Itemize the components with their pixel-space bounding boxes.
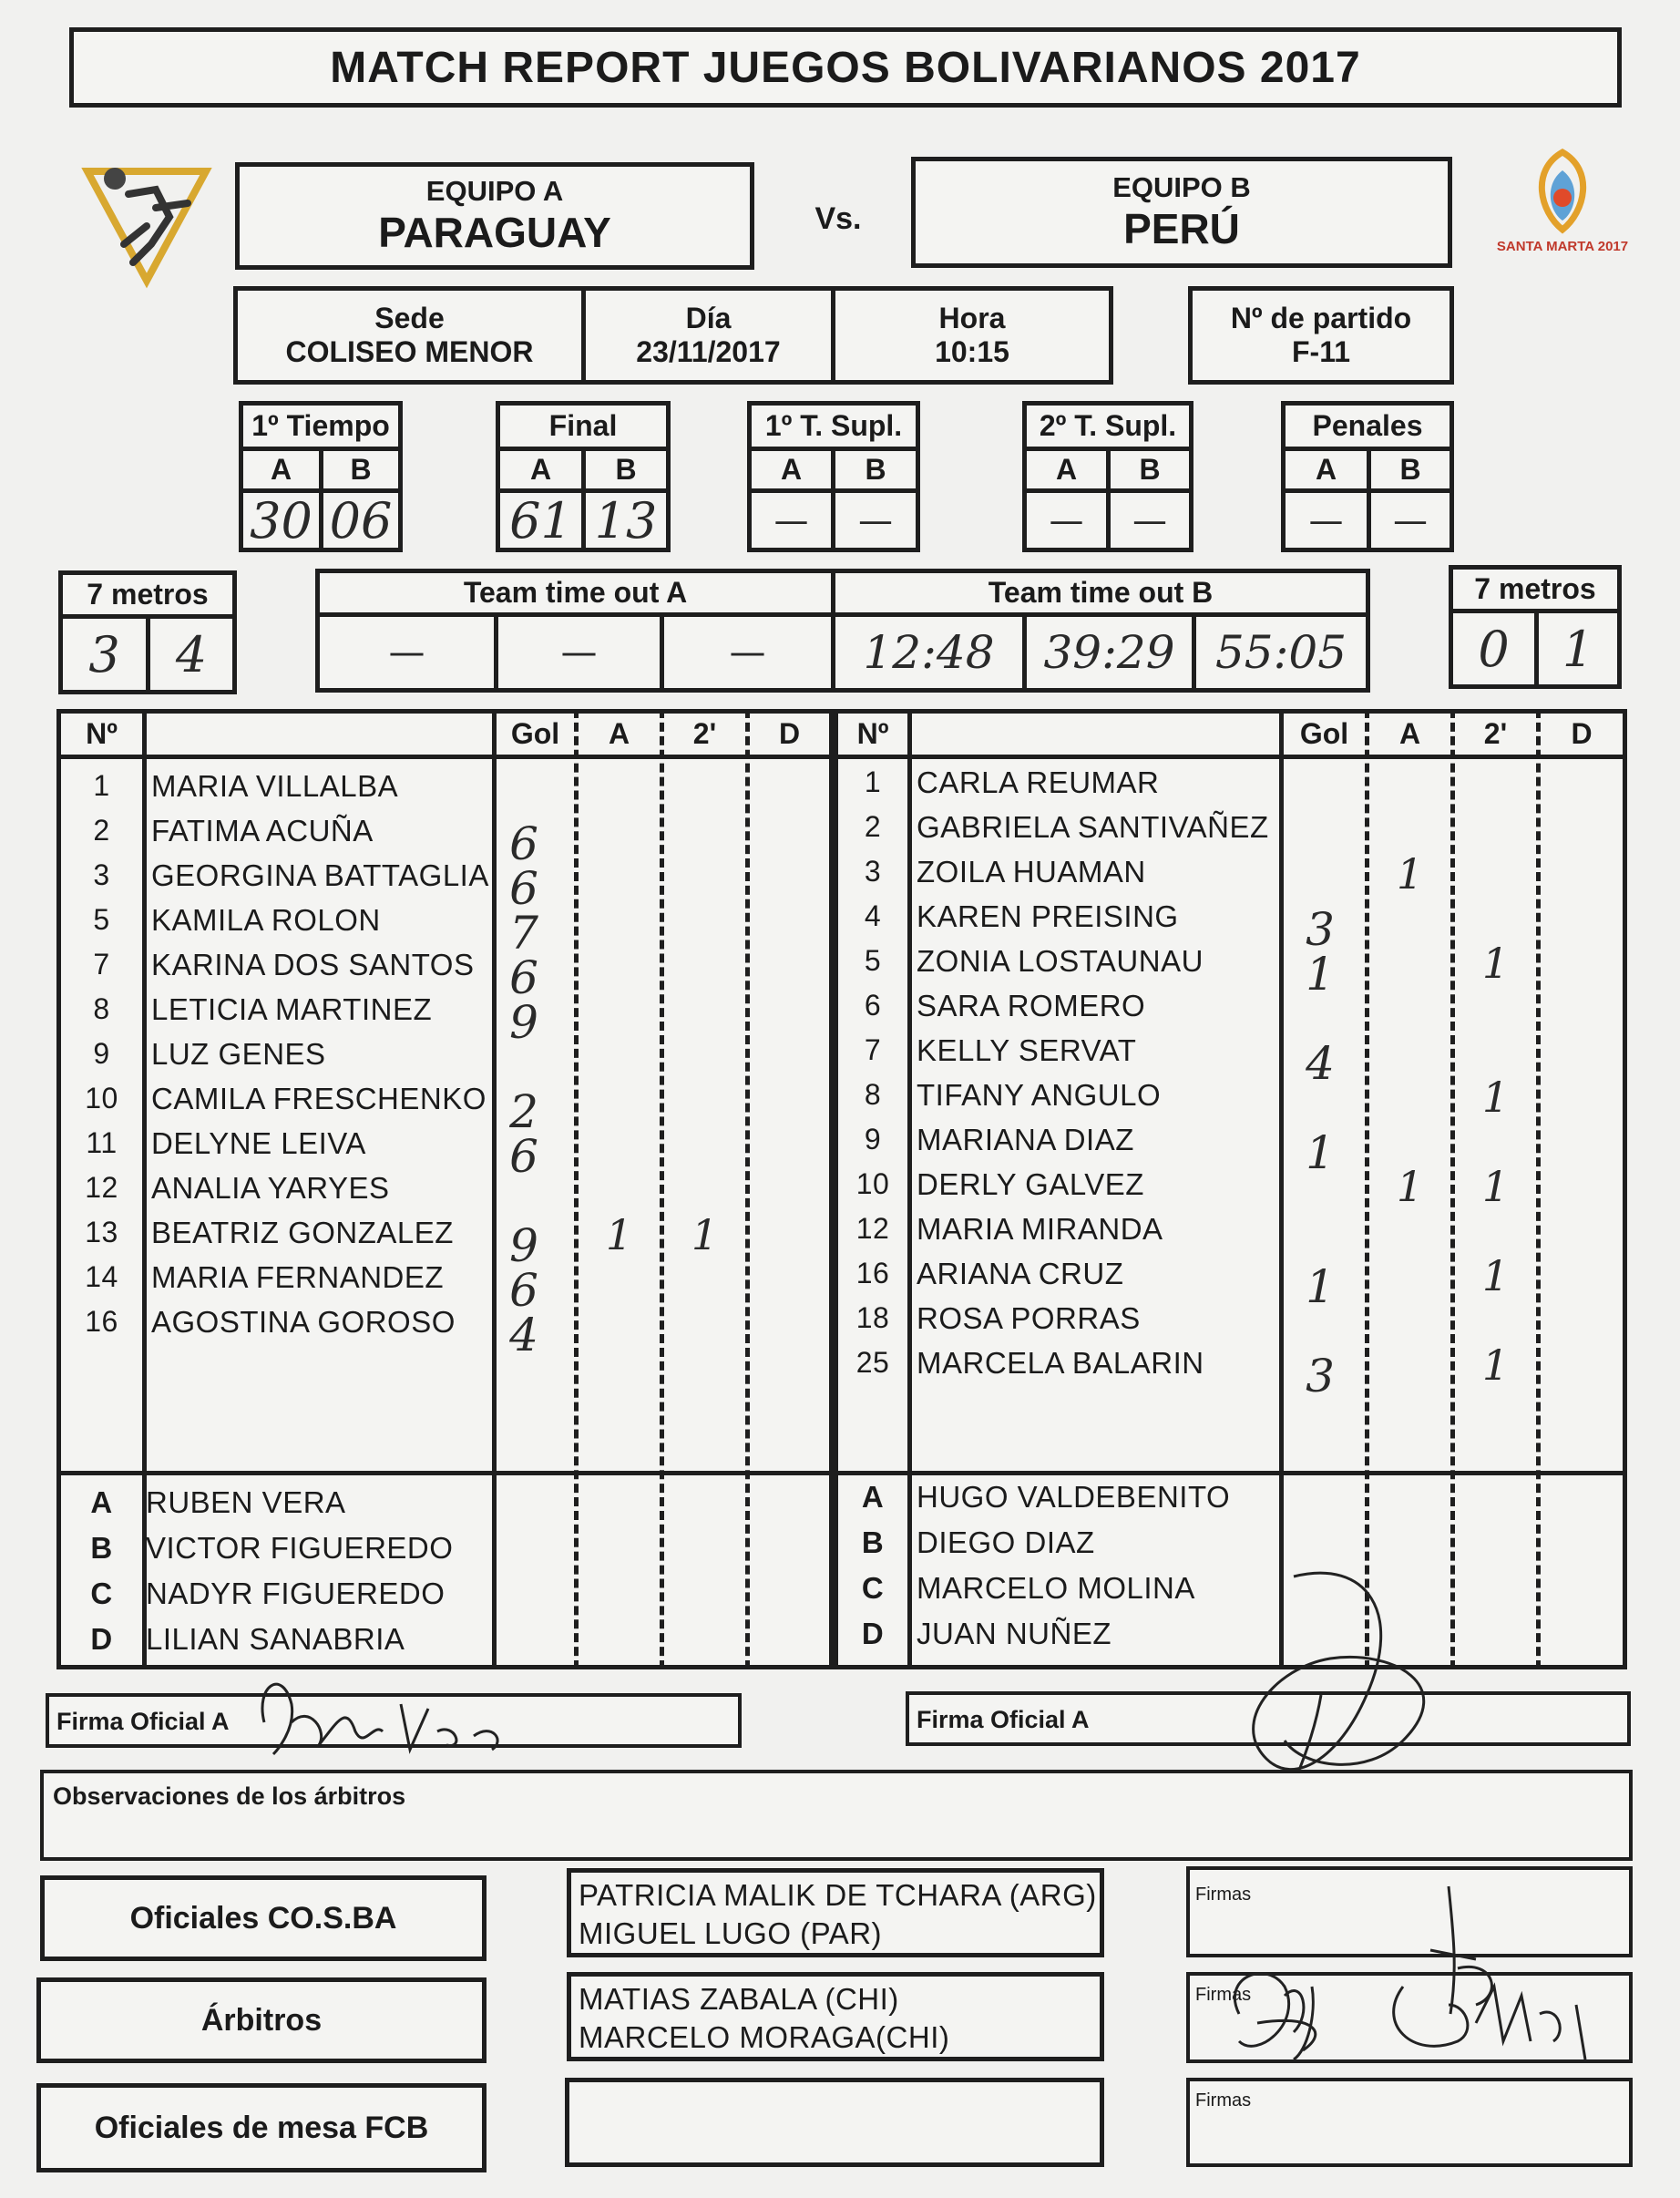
- official-b-name: MARCELO MOLINA: [917, 1571, 1195, 1605]
- player-a-name: ANALIA YARYES: [151, 1171, 390, 1205]
- player-a-two-min: [664, 899, 745, 944]
- player-b-two-min: [1455, 1119, 1536, 1164]
- hora-cell: [835, 291, 1109, 380]
- player-b-gol: [1284, 1175, 1357, 1219]
- ot1-label: 1º T. Supl.: [764, 409, 903, 442]
- official-b-name: HUGO VALDEBENITO: [917, 1480, 1231, 1514]
- report-title-box: [69, 27, 1622, 108]
- header-b-gol: Gol: [1299, 717, 1349, 750]
- vs-label: Vs.: [814, 200, 862, 236]
- player-b-name: TIFANY ANGULO: [917, 1078, 1162, 1112]
- player-b-gol: 1: [1306, 947, 1335, 1001]
- penalties-b-score: —: [1393, 500, 1428, 540]
- timeout-a-t3: —: [729, 632, 766, 673]
- final-a-label: A: [529, 453, 552, 486]
- partido-cell: [1188, 286, 1454, 385]
- official-b-role: B: [861, 1525, 885, 1559]
- seven-m-a-v1: 3: [88, 625, 120, 683]
- seven-m-a-v2: 4: [175, 625, 208, 683]
- player-b-name: SARA ROMERO: [917, 989, 1146, 1022]
- player-a-name: KAMILA ROLON: [151, 903, 381, 937]
- mesa-label: Oficiales de mesa FCB: [94, 2110, 429, 2145]
- official-b-role: C: [861, 1571, 885, 1605]
- player-b-assist: [1369, 1342, 1450, 1387]
- player-a-name: GEORGINA BATTAGLIA: [151, 858, 489, 892]
- official-b-role: A: [861, 1480, 885, 1514]
- final-label: Final: [548, 409, 618, 442]
- player-a-two-min: [664, 765, 745, 810]
- player-b-two-min: 1: [1481, 1161, 1510, 1211]
- player-a-assist: 1: [605, 1209, 633, 1259]
- player-a-name: AGOSTINA GOROSO: [151, 1305, 456, 1339]
- player-a-assist: [579, 944, 660, 989]
- player-b-num: 4: [864, 899, 882, 932]
- player-b-num: 1: [864, 765, 882, 798]
- player-b-gol: 4: [1306, 1036, 1335, 1090]
- player-b-name: MARIA MIRANDA: [917, 1212, 1163, 1246]
- team-b-label: EQUIPO B: [1112, 171, 1251, 203]
- player-b-two-min: [1455, 985, 1536, 1030]
- player-a-gol: 6: [509, 817, 538, 870]
- sede-cell: [238, 291, 581, 380]
- cosba-label: Oficiales CO.S.BA: [129, 1900, 397, 1936]
- player-b-num: 18: [855, 1301, 890, 1334]
- player-b-num: 2: [864, 810, 882, 843]
- player-a-num: 13: [85, 1216, 118, 1248]
- player-b-two-min: [1455, 896, 1536, 940]
- player-b-gol: 1: [1306, 1125, 1335, 1179]
- player-b-gol: 1: [1306, 1259, 1335, 1313]
- player-a-two-min: [664, 1257, 745, 1301]
- player-a-num: 2: [93, 814, 110, 847]
- player-a-gol: 9: [509, 1218, 538, 1272]
- dia-label: Día: [685, 302, 732, 334]
- official-a-role: A: [90, 1485, 113, 1519]
- official-a-name: RUBEN VERA: [146, 1485, 346, 1519]
- player-a-assist: [579, 810, 660, 855]
- official-a-role: C: [90, 1577, 113, 1610]
- player-a-gol: 6: [509, 950, 538, 1004]
- cosba-line1: PATRICIA MALIK DE TCHARA (ARG): [579, 1878, 1097, 1912]
- player-b-two-min: [1455, 851, 1536, 896]
- player-b-two-min: [1455, 762, 1536, 806]
- header-b-num: Nº: [856, 717, 889, 750]
- player-a-num: 11: [86, 1126, 118, 1159]
- ot2-a-label: A: [1055, 453, 1078, 486]
- first-half-b-score: 06: [329, 491, 393, 550]
- ot2-b-label: B: [1139, 453, 1161, 486]
- player-a-name: LUZ GENES: [151, 1037, 326, 1071]
- player-a-num: 10: [85, 1082, 118, 1114]
- first-half-a-score: 30: [250, 491, 312, 550]
- cosba-label-box: [40, 1875, 487, 1961]
- player-a-name: CAMILA FRESCHENKO: [151, 1082, 487, 1115]
- player-a-assist: [579, 1301, 660, 1346]
- player-b-assist: [1369, 762, 1450, 806]
- team-b-box: [911, 157, 1452, 268]
- player-b-gol: 3: [1306, 1349, 1335, 1402]
- player-b-assist: [1369, 1208, 1450, 1253]
- player-b-name: MARIANA DIAZ: [917, 1123, 1134, 1156]
- ot2-a-score: —: [1049, 500, 1084, 540]
- seven-m-b-v2: 1: [1562, 620, 1594, 678]
- player-b-gol: 3: [1306, 902, 1335, 956]
- player-b-two-min: 1: [1481, 938, 1510, 988]
- official-a-role: D: [90, 1622, 113, 1656]
- player-a-num: 5: [93, 903, 110, 936]
- player-b-name: CARLA REUMAR: [917, 765, 1160, 799]
- handball-logo: [78, 153, 215, 290]
- player-a-assist: [579, 989, 660, 1033]
- header-a-gol: Gol: [510, 717, 560, 750]
- timeout-b-t2: 39:29: [1043, 626, 1175, 679]
- penalties-a-score: —: [1308, 500, 1344, 540]
- team-a-name: PARAGUAY: [378, 209, 611, 256]
- timeout-a-t2: —: [560, 632, 598, 673]
- player-a-num: 3: [93, 858, 110, 891]
- seven-m-b-label: 7 metros: [1474, 572, 1596, 605]
- player-a-two-min: [664, 989, 745, 1033]
- player-b-assist: [1369, 1074, 1450, 1119]
- signature-a: [246, 1668, 519, 1768]
- partido-label: Nº de partido: [1230, 302, 1412, 334]
- team-a-box: [235, 162, 754, 270]
- player-b-name: DERLY GALVEZ: [917, 1167, 1144, 1201]
- player-a-name: MARIA VILLALBA: [151, 769, 399, 803]
- player-a-assist: [579, 1123, 660, 1167]
- player-b-assist: [1369, 940, 1450, 985]
- player-b-assist: [1369, 896, 1450, 940]
- player-a-num: 14: [85, 1260, 118, 1293]
- player-b-gol: [1284, 1219, 1357, 1264]
- player-a-assist: [579, 1078, 660, 1123]
- player-b-name: KAREN PREISING: [917, 899, 1179, 933]
- first-half-a-label: A: [270, 453, 292, 486]
- player-b-two-min: 1: [1481, 1072, 1510, 1122]
- header-a-d: D: [778, 717, 801, 750]
- report-title: MATCH REPORT JUEGOS BOLIVARIANOS 2017: [330, 43, 1361, 92]
- player-b-gol: [1284, 1309, 1357, 1353]
- official-a-name: LILIAN SANABRIA: [146, 1622, 405, 1656]
- player-a-gol: 6: [509, 861, 538, 915]
- player-b-name: GABRIELA SANTIVAÑEZ: [917, 810, 1269, 844]
- player-a-two-min: [664, 1301, 745, 1346]
- arbitros-line1: MATIAS ZABALA (CHI): [579, 1982, 899, 2016]
- ot1-a-score: —: [773, 500, 809, 540]
- player-b-assist: 1: [1396, 848, 1424, 899]
- player-b-num: 5: [864, 944, 882, 977]
- player-b-assist: [1369, 1298, 1450, 1342]
- player-a-num: 1: [93, 769, 110, 802]
- player-b-gol: [1284, 817, 1357, 862]
- arbitros-names-box: [567, 1972, 1104, 2061]
- player-a-assist: [579, 1257, 660, 1301]
- arbitros-line2: MARCELO MORAGA(CHI): [579, 2020, 950, 2054]
- timeout-b-t3: 55:05: [1214, 626, 1347, 679]
- player-b-num: 6: [864, 989, 882, 1022]
- player-a-gol: 2: [509, 1084, 538, 1138]
- penalties-label: Penales: [1312, 409, 1423, 442]
- player-b-name: KELLY SERVAT: [917, 1033, 1137, 1067]
- official-b-role: D: [861, 1617, 885, 1650]
- official-b-name: JUAN NUÑEZ: [917, 1617, 1112, 1650]
- timeout-b-t1: 12:48: [863, 626, 995, 679]
- santa-marta-logo: [1494, 137, 1631, 264]
- mesa-firmas-label: Firmas: [1195, 2090, 1252, 2111]
- signature-referees: [1203, 1877, 1631, 2078]
- firma-b-label: Firma Oficial A: [917, 1706, 1090, 1733]
- player-a-num: 7: [93, 948, 110, 981]
- ot1-b-score: —: [858, 500, 893, 540]
- player-b-gol: [1284, 862, 1357, 907]
- player-b-two-min: [1455, 1298, 1536, 1342]
- player-b-num: 7: [864, 1033, 882, 1066]
- ot1-b-label: B: [865, 453, 886, 486]
- player-b-num: 9: [864, 1123, 882, 1155]
- player-a-assist: [579, 855, 660, 899]
- santa-marta-text: SANTA MARTA 2017: [1496, 238, 1629, 254]
- player-a-gol: [497, 1178, 551, 1223]
- player-b-assist: 1: [1396, 1161, 1424, 1211]
- mesa-firmas-box: [1186, 2078, 1633, 2167]
- player-a-name: BEATRIZ GONZALEZ: [151, 1216, 454, 1249]
- timeout-b-label: Team time out B: [988, 576, 1214, 609]
- team-a-label: EQUIPO A: [425, 175, 564, 207]
- ot1-a-label: A: [780, 453, 803, 486]
- player-b-num: 8: [864, 1078, 882, 1111]
- ot2-label: 2º T. Supl.: [1039, 409, 1177, 442]
- player-a-num: 16: [85, 1305, 118, 1338]
- player-b-num: 16: [855, 1257, 890, 1289]
- player-a-num: 8: [93, 992, 110, 1025]
- official-a-name: NADYR FIGUEREDO: [146, 1577, 446, 1610]
- team-b-name: PERÚ: [1123, 205, 1240, 252]
- player-b-gol: [1284, 1085, 1357, 1130]
- player-b-assist: [1369, 1030, 1450, 1074]
- hora-value: 10:15: [935, 335, 1009, 368]
- player-b-two-min: 1: [1481, 1250, 1510, 1300]
- sede-value: COLISEO MENOR: [285, 335, 534, 368]
- player-a-num: 9: [93, 1037, 110, 1070]
- arbitros-label: Árbitros: [200, 2002, 323, 2038]
- ot2-b-score: —: [1132, 500, 1167, 540]
- dia-value: 23/11/2017: [636, 335, 781, 368]
- arbitros-firmas-label: Firmas: [1195, 1985, 1252, 2005]
- player-a-gol: 6: [509, 1129, 538, 1183]
- player-b-name: ARIANA CRUZ: [917, 1257, 1124, 1290]
- firma-a-label: Firma Oficial A: [56, 1708, 230, 1735]
- player-a-two-min: [664, 944, 745, 989]
- player-b-gol: [1284, 773, 1357, 817]
- first-half-b-label: B: [350, 453, 372, 486]
- player-a-two-min: [664, 810, 745, 855]
- header-b-d: D: [1571, 717, 1593, 750]
- player-b-two-min: 1: [1481, 1340, 1510, 1390]
- player-b-assist: [1369, 806, 1450, 851]
- sede-label: Sede: [374, 302, 445, 334]
- timeout-a-label: Team time out A: [463, 576, 688, 609]
- header-a-a: A: [608, 717, 630, 750]
- hora-label: Hora: [938, 302, 1006, 334]
- official-b-name: DIEGO DIAZ: [917, 1525, 1095, 1559]
- seven-m-a-label: 7 metros: [87, 578, 209, 611]
- player-a-gol: 6: [509, 1263, 538, 1317]
- player-b-two-min: [1455, 806, 1536, 851]
- player-a-two-min: 1: [691, 1209, 719, 1259]
- player-a-name: FATIMA ACUÑA: [151, 814, 374, 847]
- seven-m-b-v1: 0: [1478, 620, 1510, 678]
- player-a-gol: 9: [509, 995, 538, 1049]
- player-a-assist: [579, 765, 660, 810]
- player-b-num: 25: [855, 1346, 890, 1379]
- player-a-name: DELYNE LEIVA: [151, 1126, 366, 1160]
- player-b-name: ZOILA HUAMAN: [917, 855, 1146, 888]
- player-a-gol: 4: [509, 1308, 538, 1361]
- player-b-num: 12: [855, 1212, 890, 1245]
- header-a-two: 2': [692, 717, 717, 750]
- observaciones-box: [40, 1770, 1633, 1861]
- header-a-num: Nº: [86, 717, 118, 750]
- player-a-name: LETICIA MARTINEZ: [151, 992, 433, 1026]
- player-a-gol: [497, 776, 551, 821]
- player-a-assist: [579, 1167, 660, 1212]
- player-b-two-min: [1455, 1030, 1536, 1074]
- player-b-num: 10: [855, 1167, 890, 1200]
- player-b-assist: [1369, 1253, 1450, 1298]
- player-a-name: MARIA FERNANDEZ: [151, 1260, 445, 1294]
- partido-value: F-11: [1291, 335, 1351, 368]
- mesa-names-box: [565, 2078, 1104, 2167]
- player-a-gol: [497, 1044, 551, 1089]
- player-a-gol: 7: [509, 906, 538, 960]
- player-b-name: MARCELA BALARIN: [917, 1346, 1204, 1380]
- player-a-num: 12: [85, 1171, 118, 1204]
- player-b-gol: [1284, 996, 1357, 1041]
- player-b-num: 3: [864, 855, 882, 888]
- header-b-a: A: [1398, 717, 1421, 750]
- player-a-two-min: [664, 1167, 745, 1212]
- player-a-name: KARINA DOS SANTOS: [151, 948, 475, 981]
- official-a-name: VICTOR FIGUEREDO: [146, 1531, 454, 1565]
- dia-cell: [586, 291, 831, 380]
- player-b-name: ROSA PORRAS: [917, 1301, 1141, 1335]
- timeout-a-t1: —: [388, 632, 425, 673]
- player-b-assist: [1369, 1119, 1450, 1164]
- observaciones-label: Observaciones de los árbitros: [53, 1782, 406, 1810]
- player-a-assist: [579, 899, 660, 944]
- final-b-label: B: [615, 453, 637, 486]
- final-b-score: 13: [594, 491, 658, 550]
- player-a-two-min: [664, 1123, 745, 1167]
- mesa-label-box: [36, 2083, 487, 2172]
- cosba-line2: MIGUEL LUGO (PAR): [579, 1916, 883, 1950]
- player-b-two-min: [1455, 1208, 1536, 1253]
- cosba-names-box: [567, 1868, 1104, 1957]
- official-a-role: B: [90, 1531, 113, 1565]
- player-a-two-min: [664, 855, 745, 899]
- cosba-firmas-label: Firmas: [1195, 1885, 1252, 1905]
- arbitros-label-box: [36, 1977, 487, 2063]
- player-b-assist: [1369, 985, 1450, 1030]
- player-b-name: ZONIA LOSTAUNAU: [917, 944, 1204, 978]
- player-a-two-min: [664, 1078, 745, 1123]
- header-b-two: 2': [1483, 717, 1508, 750]
- final-a-score: 61: [509, 491, 572, 550]
- player-a-two-min: [664, 1033, 745, 1078]
- penalties-b-label: B: [1399, 453, 1421, 486]
- first-half-label: 1º Tiempo: [251, 409, 390, 442]
- penalties-a-label: A: [1315, 453, 1337, 486]
- player-a-assist: [579, 1033, 660, 1078]
